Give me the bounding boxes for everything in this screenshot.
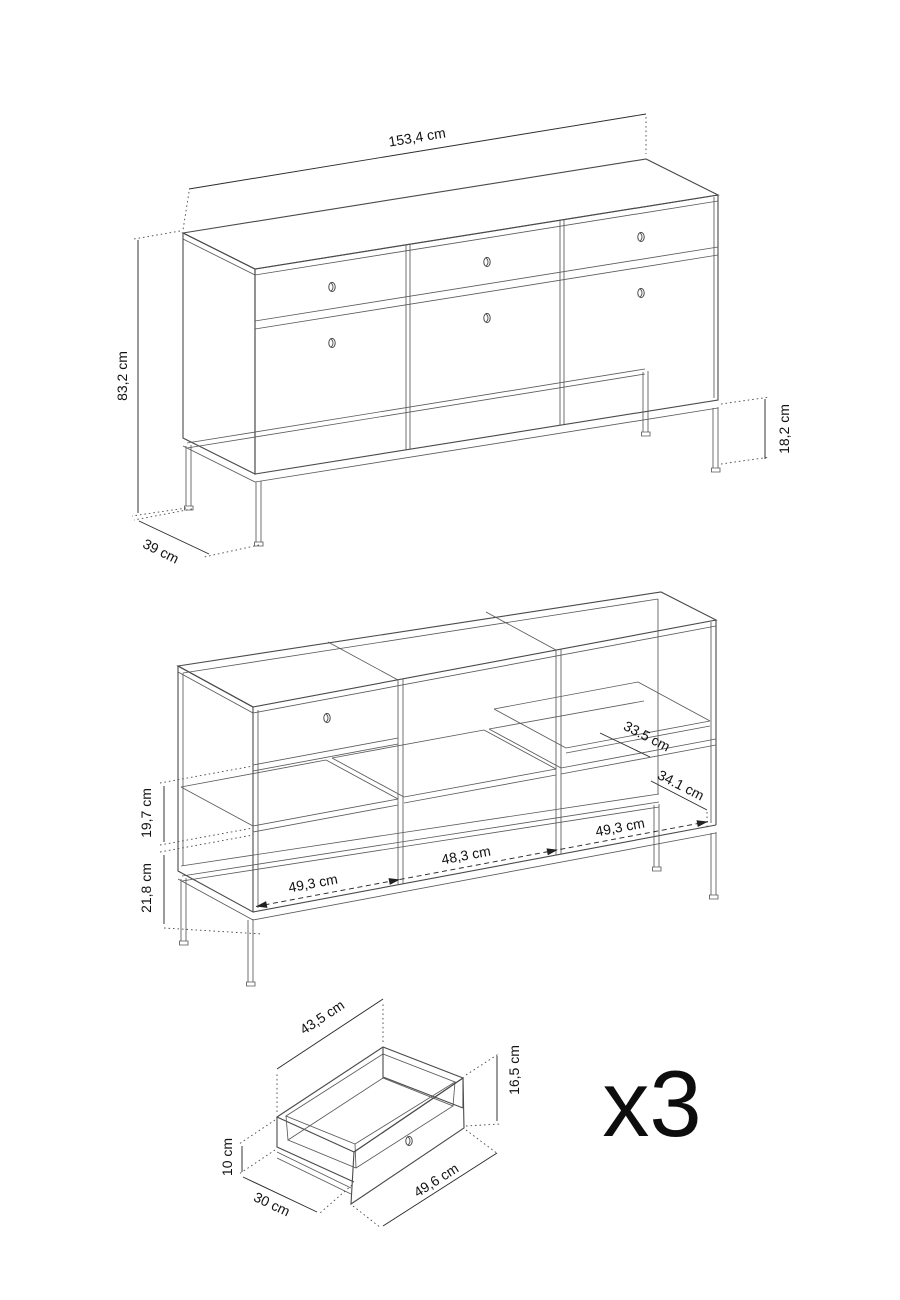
front-height-label: 16,5 cm [506,1045,522,1095]
front-height-extension-lines [466,1053,500,1126]
interior-view [138,592,718,986]
drawer-handle-icon [638,232,644,241]
lower-shelf-depth-label: 34.1 cm [655,766,707,804]
lower-section-height-label: 21,8 cm [138,863,154,913]
right-lower-shelf [489,701,716,774]
interior-view-cabinet [178,592,718,986]
carcass-bottom-front-edge [253,825,716,912]
drawer-handle-icon [324,713,330,722]
inner-depth-label: 30 cm [251,1188,293,1220]
drawer-inner-rim [286,1054,455,1144]
quantity-label: x3 [602,1051,702,1156]
depth-dimension-label: 39 cm [140,535,182,567]
drawer-handle-icon [329,282,335,291]
middle-shelf [332,730,556,803]
interior-leg-feet [180,867,719,986]
front-width-label: 49,6 cm [410,1159,462,1201]
drawer-slide-rails [277,1152,351,1194]
carcass-top-face [178,592,716,707]
left-compartment-width-label: 49,3 cm [287,870,339,896]
middle-compartment-width-label: 48,3 cm [440,842,492,868]
leg-height-dimension-label: 18,2 cm [776,404,792,454]
width-dimension-label: 153,4 cm [387,124,447,150]
drawer-view-dimensions [219,997,522,1228]
left-shelf [181,760,398,832]
interior-view-dimensions [138,718,708,934]
drawer-view [219,997,702,1228]
height-dimension-label: 83,2 cm [114,351,130,401]
side-height-extension-lines [239,1120,275,1174]
right-compartment-width-label: 49,3 cm [594,814,646,840]
door-handle-icon [329,338,335,347]
upper-shelf-depth-label: 33.5 cm [621,717,673,755]
right-upper-shelf [494,682,710,753]
carcass-top-lip [178,626,716,713]
side-height-label: 10 cm [219,1137,235,1177]
upper-section-height-label: 19,7 cm [138,788,154,838]
front-dividers [406,220,564,451]
lower-section-extension-line [164,928,262,934]
interior-dividers [328,612,561,885]
door-handle-icon [638,288,644,297]
front-view-cabinet [183,159,720,546]
interior-drawer-front [253,738,398,771]
upper-section-extension-lines [160,766,253,852]
front-width-dimension-line [383,1153,497,1226]
width-dimension-line [189,114,646,189]
front-view-dimensions [114,114,792,567]
inner-width-label: 43,5 cm [296,996,348,1038]
drawer-handle-icon [484,257,490,266]
base-rails [183,369,718,482]
drawer-handle-icon [406,1136,412,1145]
leg-feet [185,432,721,546]
front-view [114,114,792,567]
door-handle-icon [484,313,490,322]
drawer-gap-lines [255,247,718,329]
inner-depth-extension-line [320,1185,352,1213]
leg-height-extension-lines [721,397,770,464]
height-extension-lines [132,231,186,516]
base-legs [186,371,718,542]
width-arrowhead [697,820,709,827]
